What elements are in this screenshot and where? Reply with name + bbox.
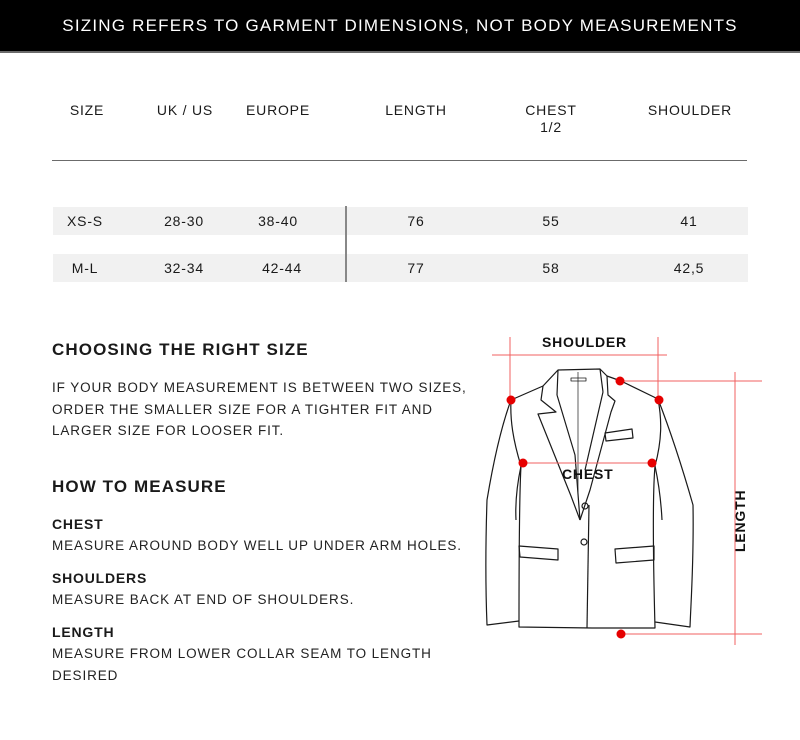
diagram-label-chest: CHEST — [562, 466, 614, 482]
header-chest-sub: 1/2 — [540, 119, 562, 135]
chest-right-point — [648, 459, 657, 468]
choosing-line: IF YOUR BODY MEASUREMENT IS BETWEEN TWO SIZES, — [52, 380, 467, 395]
header-divider — [52, 160, 747, 161]
choosing-text — [52, 377, 467, 442]
diagram-label-shoulder: SHOULDER — [542, 334, 627, 350]
header-shoulder: SHOULDER — [647, 102, 733, 118]
choosing-title: CHOOSING THE RIGHT SIZE — [52, 340, 309, 359]
jacket-diagram — [470, 325, 780, 655]
header-size: SIZE — [69, 102, 105, 118]
cell-length: 76 — [407, 213, 425, 229]
diagram-label-length: LENGTH — [732, 489, 748, 552]
chest-label: CHEST — [52, 516, 104, 532]
cell-chest: 58 — [542, 260, 560, 276]
cell-size: M-L — [71, 260, 99, 276]
choosing-line: ORDER THE SMALLER SIZE FOR A TIGHTER FIT AND — [52, 401, 433, 417]
collar-point — [616, 377, 625, 386]
cell-chest: 55 — [542, 213, 560, 229]
cell-europe: 38-40 — [258, 213, 298, 229]
shoulder-left-point — [507, 396, 516, 405]
cell-uk-us: 32-34 — [164, 260, 204, 276]
header-chest-label: CHEST — [525, 102, 577, 118]
cell-size: XS-S — [67, 213, 103, 229]
length-label: LENGTH — [52, 624, 115, 640]
length-text — [52, 643, 432, 686]
sizing-banner — [0, 0, 800, 53]
hem-point — [617, 630, 626, 639]
header-length: LENGTH — [385, 102, 447, 118]
shoulders-label: SHOULDERS — [52, 570, 148, 586]
header-europe: EUROPE — [246, 102, 310, 118]
banner-text: SIZING REFERS TO GARMENT DIMENSIONS, NOT BODY MEASUREMENTS — [62, 15, 738, 35]
header-uk-us: UK / US — [156, 102, 214, 118]
chest-left-point — [519, 459, 528, 468]
column-divider — [345, 206, 347, 282]
cell-uk-us: 28-30 — [164, 213, 204, 229]
header-chest — [516, 102, 586, 136]
chest-text: MEASURE AROUND BODY WELL UP UNDER ARM HOLES. — [52, 538, 462, 553]
shoulder-right-point — [655, 396, 664, 405]
cell-shoulder: 41 — [680, 213, 698, 229]
cell-shoulder: 42,5 — [673, 260, 705, 276]
how-to-measure-title: HOW TO MEASURE — [52, 477, 227, 496]
length-line: DESIRED — [52, 667, 119, 683]
shoulders-text: MEASURE BACK AT END OF SHOULDERS. — [52, 592, 355, 607]
length-line: MEASURE FROM LOWER COLLAR SEAM TO LENGTH — [52, 646, 432, 661]
choosing-line: LARGER SIZE FOR LOOSER FIT. — [52, 423, 285, 438]
cell-europe: 42-44 — [262, 260, 302, 276]
cell-length: 77 — [407, 260, 425, 276]
